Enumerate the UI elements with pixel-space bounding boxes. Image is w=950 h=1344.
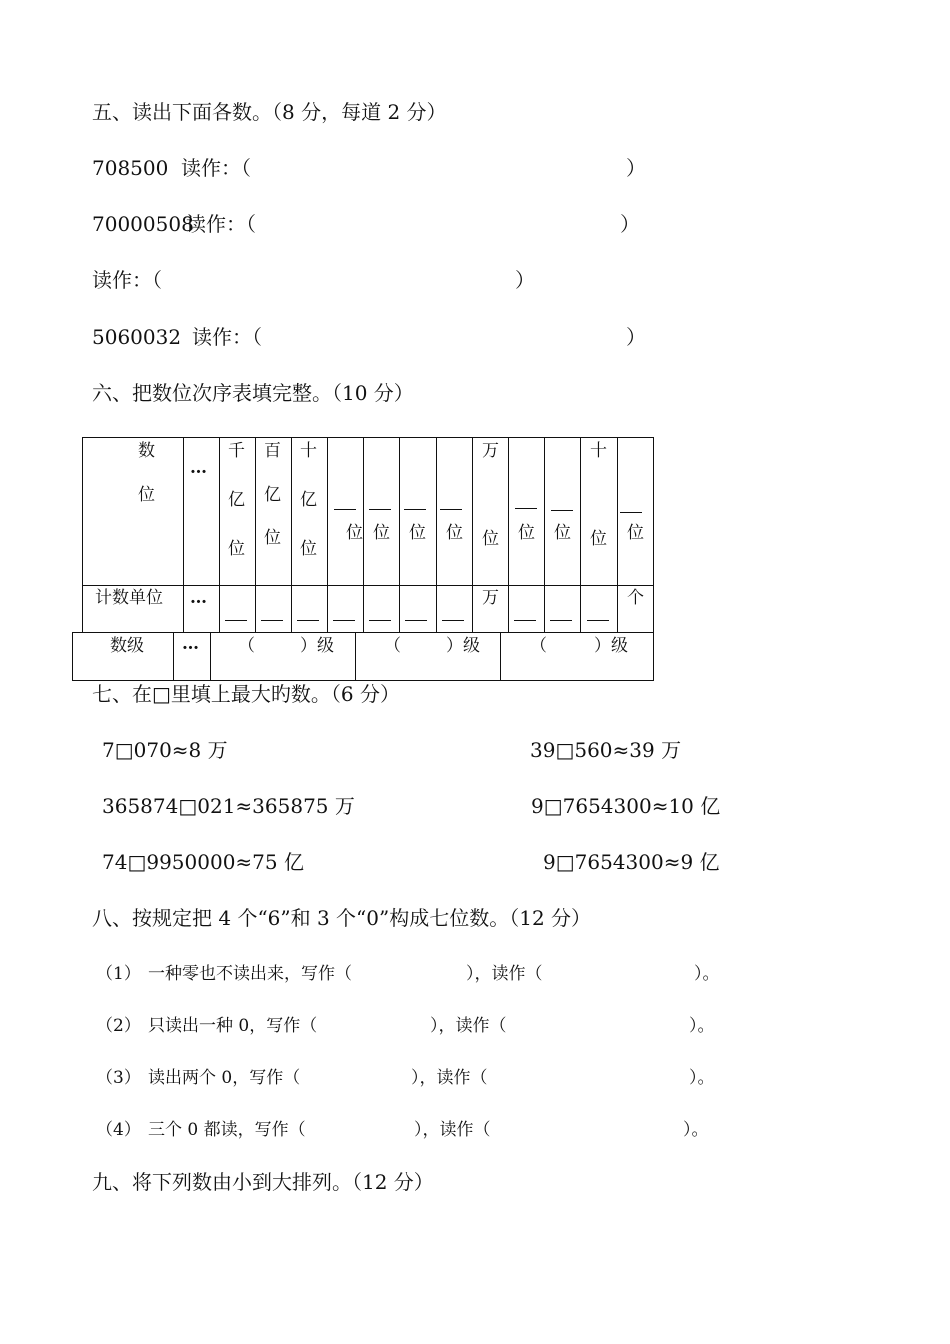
col-baiyi-1: 百 [264, 441, 281, 461]
fill-blank [261, 620, 283, 621]
estimate-item: 9□7654300≈9 亿 [543, 850, 720, 874]
counting-unit-header: 计数单位 [95, 588, 163, 608]
ellipsis: … [182, 634, 199, 654]
col-qianyi-1: 千 [228, 441, 245, 461]
fill-blank [514, 620, 536, 621]
read-label: 读作：（ [92, 268, 162, 292]
item-end: ）。 [683, 1120, 709, 1140]
item-text: 读出两个 0，写作（ [148, 1068, 301, 1088]
col-shiyi-3: 位 [300, 539, 317, 559]
section-8-title: 八、按规定把 4 个“6”和 3 个“0”构成七位数。（12 分） [92, 906, 592, 930]
item-text: 三个 0 都读，写作（ [148, 1120, 306, 1140]
col-baiyi-2: 亿 [264, 485, 281, 505]
estimate-item: 365874□021≈365875 万 [102, 794, 355, 818]
item-mid: ），读作（ [414, 1120, 491, 1140]
ge-unit: 个 [627, 588, 644, 608]
level-open: （ [530, 636, 547, 656]
item-number: （1） [96, 964, 141, 984]
item-number: （3） [96, 1068, 141, 1088]
item-number: （2） [96, 1016, 141, 1036]
col-qianyi-3: 位 [228, 539, 245, 559]
item-number: （4） [96, 1120, 141, 1140]
col-baiyi-3: 位 [264, 528, 281, 548]
fill-blank [551, 510, 573, 511]
level-close: ）级 [446, 636, 480, 656]
fill-blank [404, 509, 426, 510]
read-label: 读作：（ [181, 156, 251, 180]
close-paren: ） [626, 325, 646, 349]
wei-label: 位 [590, 529, 607, 549]
wei-label: 位 [627, 523, 644, 543]
wei-label: 位 [554, 523, 571, 543]
number-5060032: 5060032 [92, 325, 182, 349]
item-end: ）。 [694, 964, 720, 984]
col-shiyi-1: 十 [300, 441, 317, 461]
section-5-title: 五、读出下面各数。（8 分，每道 2 分） [92, 100, 447, 124]
item-mid: ），读作（ [411, 1068, 488, 1088]
fill-blank [550, 620, 572, 621]
item-end: ）。 [689, 1016, 715, 1036]
fill-blank [405, 620, 427, 621]
item-mid: ），读作（ [430, 1016, 507, 1036]
item-text: 只读出一种 0，写作（ [148, 1016, 318, 1036]
close-paren: ） [626, 156, 646, 180]
estimate-item: 39□560≈39 万 [530, 738, 682, 762]
fill-blank [334, 509, 356, 510]
item-end: ）。 [689, 1068, 715, 1088]
wei-label: 位 [409, 523, 426, 543]
fill-blank [442, 620, 464, 621]
number-708500: 708500 [92, 156, 169, 180]
level-header: 数级 [110, 636, 144, 656]
ellipsis: … [190, 458, 207, 478]
col-shiyi-2: 亿 [300, 490, 317, 510]
level-close: ）级 [300, 636, 334, 656]
wei-label: 位 [482, 529, 499, 549]
header-wei: 位 [138, 485, 155, 505]
fill-blank [225, 620, 247, 621]
wei-label: 位 [446, 523, 463, 543]
section-7-title: 七、在□里填上最大旳数。（6 分） [92, 682, 400, 706]
wei-label: 位 [373, 523, 390, 543]
fill-blank [620, 512, 642, 513]
fill-blank [369, 509, 391, 510]
section-6-title: 六、把数位次序表填完整。（10 分） [92, 381, 414, 405]
read-label: 读作：（ [186, 212, 256, 236]
wei-label: 位 [346, 523, 363, 543]
level-open: （ [238, 636, 255, 656]
item-mid: ），读作（ [466, 964, 543, 984]
read-label: 读作：（ [192, 325, 262, 349]
fill-blank [587, 620, 609, 621]
close-paren: ） [515, 268, 535, 292]
fill-blank [369, 620, 391, 621]
close-paren: ） [620, 212, 640, 236]
section-9-title: 九、将下列数由小到大排列。（12 分） [92, 1170, 434, 1194]
wan-unit: 万 [482, 588, 499, 608]
col-qianyi-2: 亿 [228, 490, 245, 510]
item-text: 一种零也不读出来，写作（ [148, 964, 352, 984]
estimate-item: 74□9950000≈75 亿 [102, 850, 304, 874]
fill-blank [440, 509, 462, 510]
estimate-item: 7□070≈8 万 [102, 738, 228, 762]
ellipsis: … [190, 588, 207, 608]
header-shu: 数 [138, 441, 155, 461]
wei-label: 位 [518, 523, 535, 543]
fill-blank [515, 508, 537, 509]
number-70000508: 70000508 [92, 212, 194, 236]
level-close: ）级 [594, 636, 628, 656]
estimate-item: 9□7654300≈10 亿 [531, 794, 721, 818]
fill-blank [333, 620, 355, 621]
shi-label: 十 [590, 441, 607, 461]
wan-label: 万 [482, 441, 499, 461]
level-open: （ [384, 636, 401, 656]
fill-blank [297, 620, 319, 621]
